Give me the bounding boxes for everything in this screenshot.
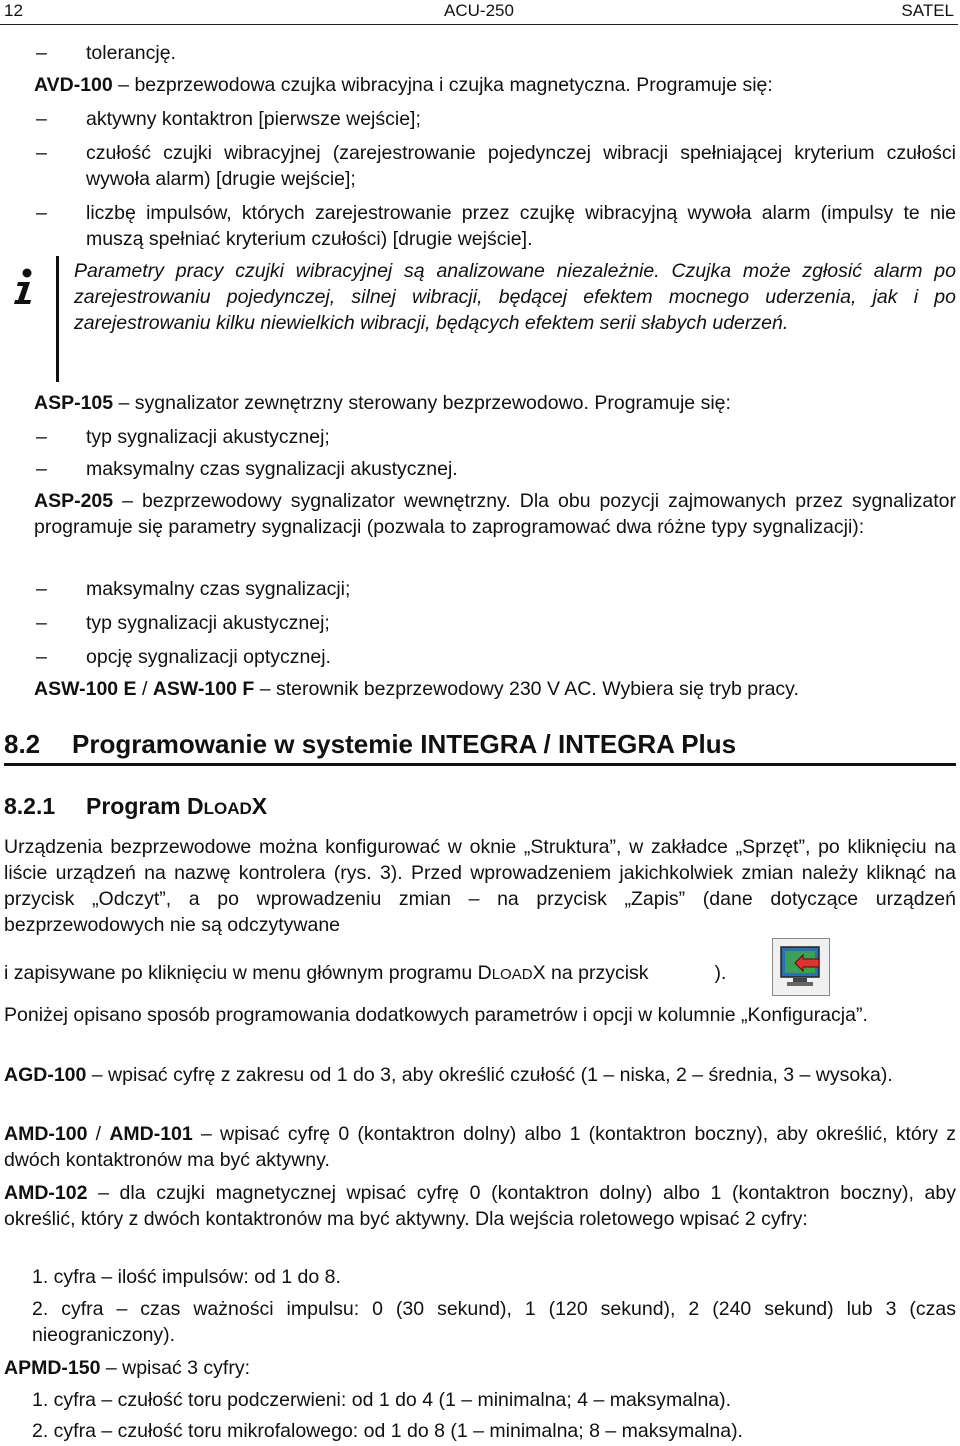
subsection-title: Program DLOADX: [86, 793, 268, 819]
list-item: 1. cyfra – czułość toru podczerwieni: od 1 do 4 (1 – minimalna; 4 – maksymalna).: [32, 1389, 732, 1411]
dash: –: [36, 612, 47, 634]
dash: –: [36, 142, 47, 164]
dash: –: [36, 458, 47, 480]
info-icon: [4, 266, 44, 306]
list-item: typ sygnalizacji akustycznej;: [86, 426, 330, 448]
device-name: APMD-150: [4, 1357, 101, 1379]
device-name: AGD-100: [4, 1064, 87, 1086]
list-item: aktywny kontaktron [pierwsze wejście];: [86, 108, 421, 130]
device-name: AMD-101: [109, 1123, 193, 1145]
section-title: Programowanie w systemie INTEGRA / INTEGRA Plus: [72, 729, 737, 759]
dash: –: [36, 426, 47, 448]
device-entry: ASP-105 – sygnalizator zewnętrzny sterowany bezprzewodowo. Programuje się:: [34, 392, 731, 414]
device-name: AVD-100: [34, 74, 113, 96]
device-entry: AGD-100 – wpisać cyfrę z zakresu od 1 do 3, aby określić czułość (1 – niska, 2 – średnia, 3 – wysoka).: [4, 1064, 893, 1086]
section-number: 8.2: [4, 729, 41, 759]
note-text: Parametry pracy czujki wibracyjnej są analizowane niezależnie. Czujka może zgłosić alarm po zarejestrowaniu pojedynczej, silnej wibracji, będącej efektem mocnego uderzenia, jak i po zarejestrowaniu kilku niewielkich wibracji, będących efektem serii słabych uderzeń.: [74, 260, 956, 334]
list-item: 1. cyfra – ilość impulsów: od 1 do 8.: [32, 1266, 341, 1288]
list-item: opcję sygnalizacji optycznej.: [86, 646, 331, 668]
paragraph: Urządzenia bezprzewodowe można konfigurować w oknie „Struktura”, w zakładce „Sprzęt”, po kliknięciu na liście urządzeń na nazwę kontrolera (rys. 3). Przed wprowadzeniem jakichkolwiek zmian należy kliknąć na przycisk „Odczyt”, a po wprowadzeniu zmian – na przycisk „Zapis” (dane dotyczące urządzeń bezprzewodowych nie są odczytywane: [4, 836, 956, 936]
device-entry: APMD-150 – wpisać 3 cyfry:: [4, 1357, 250, 1379]
note-bar: [56, 256, 59, 382]
device-name: AMD-102: [4, 1182, 88, 1204]
dash: –: [36, 42, 47, 64]
header-brand: SATEL: [901, 1, 954, 20]
list-item: maksymalny czas sygnalizacji akustycznej.: [86, 458, 458, 480]
list-item: 2. cyfra – czas ważności impulsu: 0 (30 sekund), 1 (120 sekund), 2 (240 sekund) lub 3 (czas nieograniczony).: [32, 1298, 956, 1346]
device-name: AMD-100: [4, 1123, 88, 1145]
list-item: typ sygnalizacji akustycznej;: [86, 612, 330, 634]
device-name: ASW-100 E: [34, 678, 137, 700]
dash: –: [36, 202, 47, 224]
save-to-device-icon: [772, 938, 830, 996]
device-name: ASW-100 F: [152, 678, 255, 700]
list-item: tolerancję.: [86, 42, 176, 64]
paragraph: Poniżej opisano sposób programowania dodatkowych parametrów i opcji w kolumnie „Konfiguracja”.: [4, 1004, 868, 1026]
page-header: [0, 0, 958, 25]
subsection-number: 8.2.1: [4, 793, 56, 819]
section-heading: [4, 729, 956, 766]
list-item: czułość czujki wibracyjnej (zarejestrowanie pojedynczej wibracji spełniającej kryterium czułości wywoła alarm) [drugie wejście];: [86, 142, 956, 190]
page-number: 12: [4, 1, 23, 20]
dash: –: [36, 578, 47, 600]
dash: –: [36, 108, 47, 130]
header-title: ACU-250: [444, 1, 514, 20]
device-name: ASP-105: [34, 392, 114, 414]
device-entry: ASW-100 E / ASW-100 F – sterownik bezprzewodowy 230 V AC. Wybiera się tryb pracy.: [34, 678, 799, 700]
device-entry: AVD-100 – bezprzewodowa czujka wibracyjna i czujka magnetyczna. Programuje się:: [34, 74, 773, 96]
list-item: liczbę impulsów, których zarejestrowanie przez czujkę wibracyjną wywoła alarm (impulsy te nie muszą spełniać kryterium czułości) [drugie wejście].: [86, 202, 956, 250]
device-entry: AMD-100 / AMD-101 – wpisać cyfrę 0 (kontaktron dolny) albo 1 (kontaktron boczny), aby określić, który z dwóch kontaktronów ma być aktywny.: [4, 1123, 956, 1171]
dash: –: [36, 646, 47, 668]
list-item: maksymalny czas sygnalizacji;: [86, 578, 351, 600]
device-entry: ASP-205 – bezprzewodowy sygnalizator wewnętrzny. Dla obu pozycji zajmowanych przez sygnalizator programuje się parametry sygnalizacji (pozwala to zaprogramować dwa różne typy sygnalizacji):: [34, 490, 956, 538]
paragraph-continuation: i zapisywane po kliknięciu w menu głównym programu DLOADX na przycisk ).: [4, 962, 727, 984]
list-item: 2. cyfra – czułość toru mikrofalowego: od 1 do 8 (1 – minimalna; 8 – maksymalna).: [32, 1420, 743, 1442]
device-name: ASP-205: [34, 490, 114, 512]
device-entry: AMD-102 – dla czujki magnetycznej wpisać cyfrę 0 (kontaktron dolny) albo 1 (kontaktron boczny), aby określić, który z dwóch kontaktronów ma być aktywny. Dla wejścia roletowego wpisać 2 cyfry:: [4, 1182, 956, 1230]
